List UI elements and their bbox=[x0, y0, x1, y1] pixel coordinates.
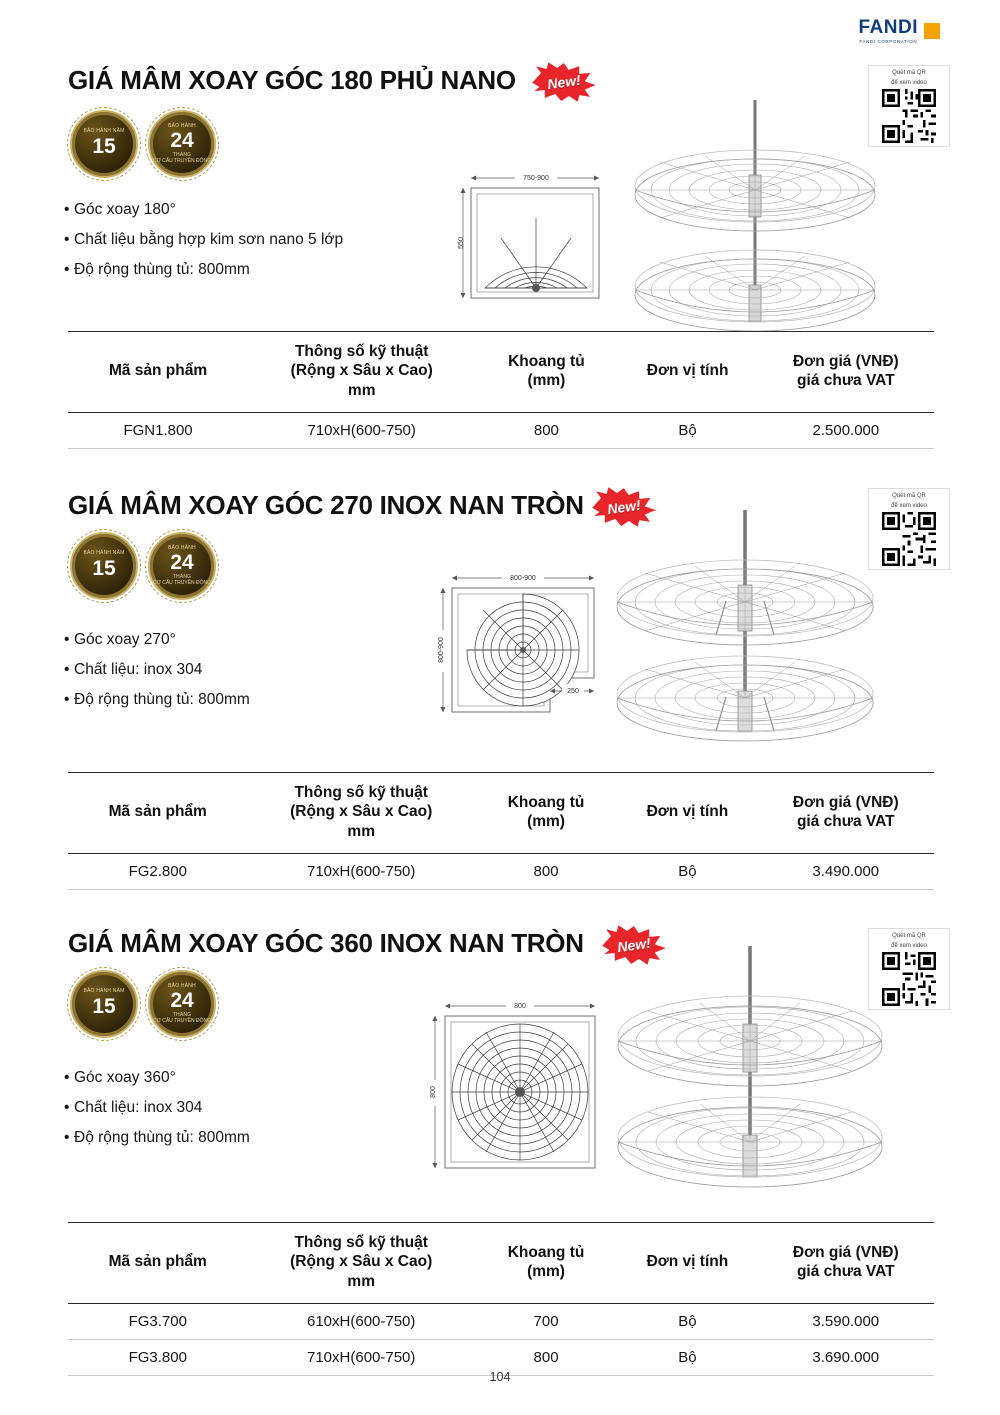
qr-caption-line2: để xem video bbox=[891, 942, 927, 949]
list-item bbox=[64, 1093, 250, 1123]
product-illustration bbox=[620, 90, 890, 345]
dimension-width-270: 800-900 bbox=[510, 574, 536, 582]
brand-accent-square bbox=[924, 23, 940, 39]
th-price-line2: giá chưa VAT bbox=[796, 813, 895, 831]
page-title-360: GIÁ MÂM XOAY GÓC 360 INOX NAN TRÒN bbox=[68, 928, 584, 958]
dimension-extra-270: 250 bbox=[567, 687, 579, 695]
spec-table-270 bbox=[68, 772, 934, 890]
th-cabinet bbox=[475, 773, 617, 854]
qr-code-icon bbox=[882, 512, 936, 566]
badge-bottom-text: CƠ CẤU TRUYỀN ĐỘNG bbox=[152, 1017, 212, 1024]
dimension-depth-180: 550 bbox=[458, 237, 465, 249]
list-item-label: Chất liệu: inox 304 bbox=[74, 1099, 203, 1117]
qr-code-icon bbox=[882, 952, 936, 1006]
bullet-dot-icon: • bbox=[64, 201, 70, 218]
table-header-row bbox=[68, 1223, 934, 1304]
badge-number: 15 bbox=[92, 556, 116, 580]
warranty-months-badge bbox=[148, 532, 216, 600]
brand-logo bbox=[859, 18, 941, 44]
warranty-years-badge bbox=[70, 970, 138, 1038]
bullet-dot-icon: • bbox=[64, 661, 70, 679]
cell-code: FG3.800 bbox=[68, 1340, 248, 1376]
feature-list-180 bbox=[64, 195, 343, 286]
table-row bbox=[68, 1304, 934, 1340]
list-item bbox=[64, 225, 343, 255]
new-badge-label-360: New! bbox=[616, 934, 652, 956]
cell-cabinet: 800 bbox=[475, 413, 617, 449]
drawing-svg bbox=[420, 988, 620, 1183]
product-illustration bbox=[605, 940, 895, 1205]
badge-number: 15 bbox=[92, 134, 116, 158]
qr-caption-line1: Quét mã QR bbox=[892, 493, 926, 499]
list-item bbox=[64, 1063, 250, 1093]
cell-cabinet: 800 bbox=[475, 1340, 617, 1376]
th-spec-line2: (Rộng x Sâu x Cao) bbox=[290, 1253, 433, 1271]
dimension-depth-360: 800 bbox=[430, 1086, 437, 1098]
new-badge-180 bbox=[528, 61, 600, 103]
product-photo-360 bbox=[605, 940, 895, 1205]
warranty-years-badge bbox=[70, 110, 138, 178]
new-badge-label-270: New! bbox=[606, 496, 642, 518]
th-cabinet-line1: Khoang tủ bbox=[507, 793, 585, 811]
cell-price: 3.490.000 bbox=[758, 854, 934, 890]
cell-price: 2.500.000 bbox=[758, 413, 934, 449]
th-code: Mã sản phẩm bbox=[68, 773, 248, 854]
bullet-dot-icon: • bbox=[64, 691, 70, 709]
list-item-label: Góc xoay 270° bbox=[74, 631, 176, 648]
badge-number: 24 bbox=[170, 551, 194, 575]
quality-badges-180 bbox=[70, 110, 216, 178]
dimension-width-360: 800 bbox=[514, 1002, 526, 1010]
table-row bbox=[68, 854, 934, 890]
badge-number: 24 bbox=[170, 129, 194, 153]
th-price-line1: Đơn giá (VNĐ) bbox=[792, 793, 899, 811]
badge-top-text: BẢO HÀNH NĂM bbox=[83, 128, 125, 135]
quality-badges-360 bbox=[70, 970, 216, 1038]
th-price bbox=[758, 1223, 934, 1304]
list-item-label: Độ rộng thùng tủ: 800mm bbox=[74, 261, 250, 279]
product-illustration bbox=[600, 505, 890, 760]
th-cabinet bbox=[475, 332, 617, 413]
list-item-label: Chất liệu: inox 304 bbox=[74, 661, 203, 679]
cell-spec: 710xH(600-750) bbox=[248, 1340, 475, 1376]
th-price-line1: Đơn giá (VNĐ) bbox=[792, 1243, 899, 1261]
bullet-dot-icon: • bbox=[64, 261, 70, 279]
th-cabinet-line2: (mm) bbox=[527, 372, 566, 390]
cell-unit: Bộ bbox=[617, 1304, 757, 1340]
new-badge-label-180: New! bbox=[546, 71, 582, 93]
product-photo-270 bbox=[600, 505, 890, 760]
th-unit: Đơn vị tính bbox=[617, 1223, 757, 1304]
cell-spec: 710xH(600-750) bbox=[248, 854, 475, 890]
list-item bbox=[64, 255, 343, 285]
list-item bbox=[64, 625, 250, 655]
cell-price: 3.590.000 bbox=[758, 1304, 934, 1340]
product-photo-180 bbox=[620, 90, 890, 345]
quality-badges-270 bbox=[70, 532, 216, 600]
cell-unit: Bộ bbox=[617, 854, 757, 890]
bullet-dot-icon: • bbox=[64, 1069, 70, 1086]
th-cabinet-line2: (mm) bbox=[527, 1263, 565, 1281]
qr-caption-line2: để xem video bbox=[891, 79, 927, 86]
table-header-row bbox=[68, 332, 934, 413]
cell-spec: 610xH(600-750) bbox=[248, 1304, 475, 1340]
badge-face bbox=[148, 970, 216, 1038]
th-spec-line2: (Rộng x Sâu x Cao) bbox=[290, 803, 433, 821]
cell-unit: Bộ bbox=[617, 413, 757, 449]
drawing-svg bbox=[455, 160, 615, 325]
badge-top-text: BẢO HÀNH NĂM bbox=[83, 550, 125, 557]
th-spec-line3: mm bbox=[347, 822, 375, 840]
th-cabinet-line2: (mm) bbox=[527, 813, 565, 831]
th-price-line1: Đơn giá (VNĐ) bbox=[792, 352, 899, 370]
table-row bbox=[68, 413, 934, 449]
list-item-label: Góc xoay 360° bbox=[74, 1069, 176, 1086]
list-item bbox=[64, 655, 250, 685]
feature-list-270 bbox=[64, 625, 250, 716]
th-spec-line1: Thông số kỹ thuật bbox=[294, 784, 428, 801]
badge-top-text: BẢO HÀNH bbox=[168, 545, 196, 552]
badge-bottom-text: CƠ CẤU TRUYỀN ĐỘNG bbox=[152, 579, 212, 586]
cell-cabinet: 800 bbox=[475, 854, 617, 890]
th-cabinet-line1: Khoang tủ bbox=[508, 352, 585, 370]
cell-unit: Bộ bbox=[617, 1340, 757, 1376]
th-spec bbox=[248, 332, 475, 413]
bullet-dot-icon: • bbox=[64, 1129, 70, 1147]
th-spec bbox=[248, 773, 475, 854]
badge-top-text: BẢO HÀNH bbox=[168, 983, 196, 990]
cell-code: FG3.700 bbox=[68, 1304, 248, 1340]
dimension-depth-270: 800-900 bbox=[438, 637, 445, 663]
list-item bbox=[64, 685, 250, 715]
bullet-dot-icon: • bbox=[64, 631, 70, 648]
qr-caption-line2: để xem video bbox=[891, 502, 927, 509]
brand-tagline: FANDI CORPORATION bbox=[859, 39, 918, 44]
th-code: Mã sản phẩm bbox=[68, 1223, 248, 1304]
qr-caption-line1: Quét mã QR bbox=[892, 933, 926, 939]
list-item-label: Độ rộng thùng tủ: 800mm bbox=[74, 691, 250, 709]
th-price bbox=[758, 773, 934, 854]
badge-face bbox=[70, 532, 138, 600]
bullet-dot-icon: • bbox=[64, 231, 70, 249]
page-number: 104 bbox=[489, 1370, 511, 1384]
th-cabinet bbox=[475, 1223, 617, 1304]
warranty-months-badge bbox=[148, 110, 216, 178]
dimension-width-180: 750-900 bbox=[523, 174, 549, 182]
page-title-180: GIÁ MÂM XOAY GÓC 180 PHỦ NANO bbox=[68, 65, 516, 95]
th-spec-line2: (Rộng x Sâu x Cao) bbox=[290, 362, 433, 380]
cell-cabinet: 700 bbox=[475, 1304, 617, 1340]
th-unit: Đơn vị tính bbox=[617, 332, 757, 413]
qr-code-icon bbox=[882, 89, 936, 143]
th-cabinet-line1: Khoang tủ bbox=[507, 1243, 585, 1261]
list-item-label: Độ rộng thùng tủ: 800mm bbox=[74, 1129, 250, 1147]
badge-face bbox=[148, 532, 216, 600]
badge-face bbox=[70, 110, 138, 178]
badge-mid-text: THÁNG bbox=[172, 152, 192, 159]
th-spec-line3: mm bbox=[347, 1272, 375, 1290]
technical-drawing-360 bbox=[420, 988, 620, 1183]
cell-code: FG2.800 bbox=[68, 854, 248, 890]
warranty-years-badge bbox=[70, 532, 138, 600]
cell-price: 3.690.000 bbox=[758, 1340, 934, 1376]
th-spec-line3: mm bbox=[347, 381, 376, 399]
cell-code: FGN1.800 bbox=[68, 413, 248, 449]
badge-top-text: BẢO HÀNH NĂM bbox=[83, 988, 125, 995]
list-item-label: Góc xoay 180° bbox=[74, 201, 176, 218]
th-unit: Đơn vị tính bbox=[617, 773, 757, 854]
cell-spec: 710xH(600-750) bbox=[248, 413, 475, 449]
table-header-row bbox=[68, 773, 934, 854]
th-price bbox=[758, 332, 934, 413]
badge-face bbox=[70, 970, 138, 1038]
th-code: Mã sản phẩm bbox=[68, 332, 248, 413]
th-spec bbox=[248, 1223, 475, 1304]
qr-code-box-270[interactable] bbox=[868, 488, 950, 570]
bullet-dot-icon: • bbox=[64, 1099, 70, 1117]
badge-mid-text: THÁNG bbox=[172, 1012, 192, 1019]
qr-code-box-360[interactable] bbox=[868, 928, 950, 1010]
badge-top-text: BẢO HÀNH bbox=[168, 123, 196, 130]
qr-caption-line1: Quét mã QR bbox=[892, 70, 926, 76]
warranty-months-badge bbox=[148, 970, 216, 1038]
technical-drawing-180 bbox=[455, 160, 615, 325]
page-title-270: GIÁ MÂM XOAY GÓC 270 INOX NAN TRÒN bbox=[68, 490, 584, 520]
qr-code-box-180[interactable] bbox=[868, 65, 950, 147]
badge-bottom-text: CƠ CẤU TRUYỀN ĐỘNG bbox=[152, 157, 212, 164]
spec-table-360 bbox=[68, 1222, 934, 1376]
th-price-line2: giá chưa VAT bbox=[797, 372, 895, 390]
th-spec-line1: Thông số kỹ thuật bbox=[294, 343, 429, 360]
badge-number: 24 bbox=[170, 989, 194, 1013]
badge-mid-text: THÁNG bbox=[172, 574, 192, 581]
badge-number: 15 bbox=[92, 994, 116, 1018]
spec-table-180 bbox=[68, 331, 934, 449]
feature-list-360 bbox=[64, 1063, 250, 1154]
th-spec-line1: Thông số kỹ thuật bbox=[294, 1234, 428, 1251]
list-item bbox=[64, 195, 343, 225]
list-item-label: Chất liệu bằng hợp kim sơn nano 5 lớp bbox=[74, 231, 344, 249]
list-item bbox=[64, 1123, 250, 1153]
badge-face bbox=[148, 110, 216, 178]
brand-name: FANDI bbox=[858, 17, 918, 38]
th-price-line2: giá chưa VAT bbox=[796, 1263, 895, 1281]
